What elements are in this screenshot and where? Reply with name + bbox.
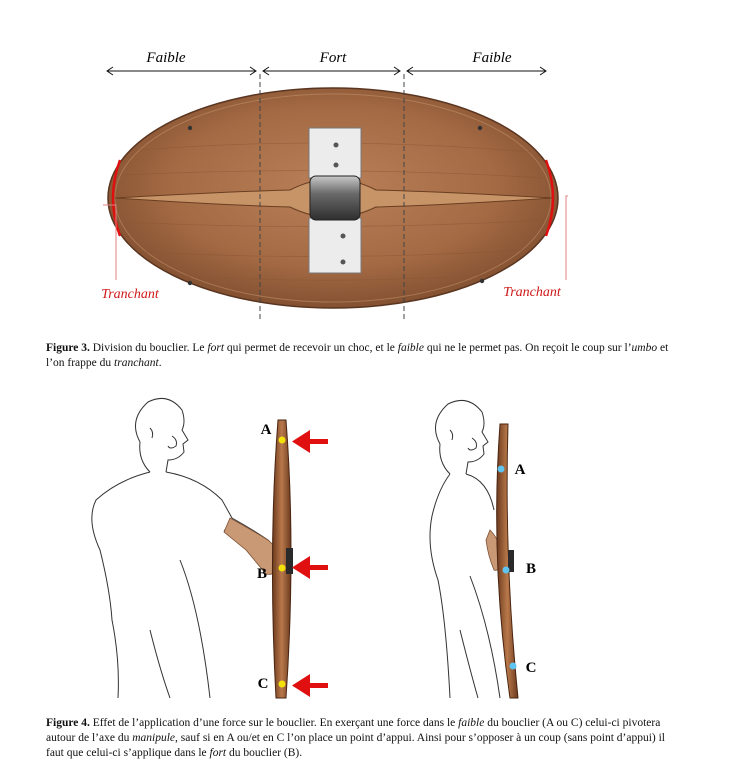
left-point-c: [279, 681, 286, 688]
left-shield-side-view: [272, 420, 293, 698]
force-arrow-c: [292, 674, 328, 697]
left-label-b: B: [256, 566, 268, 582]
figure-4-force-diagram: [0, 380, 736, 705]
right-label-a: A: [514, 462, 526, 478]
tranchant-label-left: Tranchant: [101, 287, 159, 302]
right-label-b: B: [525, 561, 537, 577]
force-arrows: [292, 430, 328, 697]
right-label-c: C: [525, 660, 537, 676]
zone-label-fort: Fort: [319, 50, 347, 66]
figure-4-caption: Figure 4. Effet de l’application d’une force sur le bouclier. En exerçant une force dans le faible du bouclier (A ou C) celui-ci pivotera autour de l’axe du manipule, sauf si en A ou/et en C l’on place un point d’appui. Ainsi pour s’opposer à un coup (sans point d’appui) il faut que celui-ci s’applique dans le fort du bouclier (B).: [46, 717, 665, 759]
tranchant-label-right: Tranchant: [503, 285, 561, 300]
right-point-b: [503, 567, 510, 574]
left-point-b: [279, 565, 286, 572]
zone-label-faible-right: Faible: [472, 50, 512, 66]
right-point-a: [498, 466, 505, 473]
left-label-a: A: [260, 422, 272, 438]
force-arrow-a: [292, 430, 328, 453]
figure-3-caption: Figure 3. Division du bouclier. Le fort qui permet de recevoir un choc, et le faible qui ne le permet pas. On reçoit le coup sur l’umbo et l’on frappe du tranchant.: [46, 342, 669, 369]
force-arrow-b: [292, 556, 328, 579]
left-label-c: C: [257, 676, 269, 692]
zone-arrows: [107, 67, 546, 75]
zone-label-faible-left: Faible: [146, 50, 186, 66]
left-point-a: [279, 437, 286, 444]
right-point-c: [510, 663, 517, 670]
figure-3-shield-division: [0, 0, 736, 330]
shield-top-view: [108, 88, 558, 308]
